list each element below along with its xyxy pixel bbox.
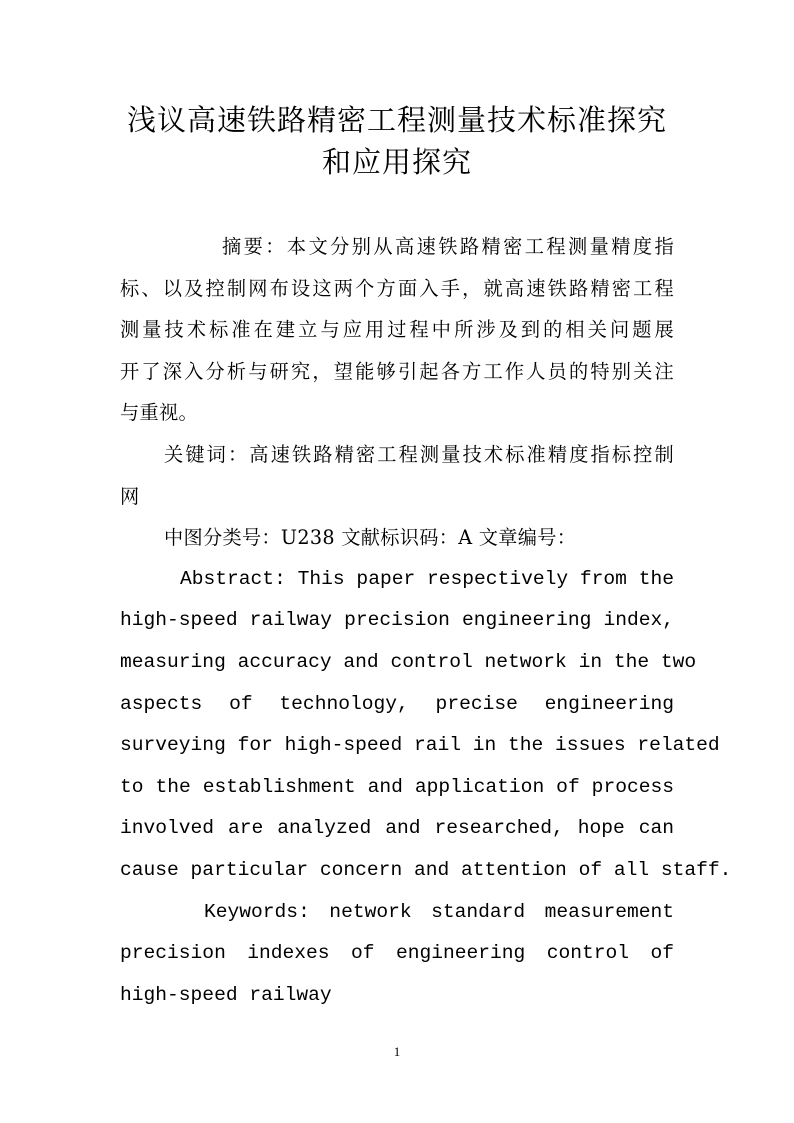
page-number: 1 <box>393 1044 401 1059</box>
abstract-cn-line: 测量技术标准在建立与应用过程中所涉及到的相关问题展 <box>120 318 674 342</box>
abstract-en-line: aspects of technology, precise engineering <box>120 692 674 715</box>
keywords-en-line: high-speed railway <box>120 983 332 1006</box>
abstract-cn-line: 开了深入分析与研究，望能够引起各方工作人员的特别关注 <box>120 359 674 383</box>
keywords-cn-line: 网 <box>120 484 140 508</box>
document-body <box>120 226 732 1016</box>
keywords-en-line: precision indexes of engineering control of <box>120 942 674 965</box>
document-title-line-2: 和应用探究 <box>321 145 472 179</box>
keywords-en-line: Keywords: network standard measurement <box>204 900 674 923</box>
document-title-line-1: 浅议高速铁路精密工程测量技术标准探究 <box>126 103 667 137</box>
abstract-en-line: high-speed railway precision engineering index, <box>120 609 674 632</box>
keywords-cn-line: 关键词：高速铁路精密工程测量技术标准精度指标控制 <box>164 442 674 466</box>
classification-line: 中图分类号：U238 文献标识码：A 文章编号： <box>164 526 577 550</box>
abstract-en-line: cause particular concern and attention of all staff. <box>120 858 732 881</box>
abstract-cn-line: 标、以及控制网布设这两个方面入手，就高速铁路精密工程 <box>120 276 674 300</box>
abstract-en-line: surveying for high-speed rail in the issues related <box>120 734 720 757</box>
abstract-cn-line: 摘要：本文分别从高速铁路精密工程测量精度指 <box>222 235 674 258</box>
abstract-cn-line: 与重视。 <box>120 401 198 425</box>
abstract-en-line: involved are analyzed and researched, hope can <box>120 817 674 840</box>
abstract-en-line: measuring accuracy and control network in the two <box>120 650 697 673</box>
abstract-en-line: to the establishment and application of process <box>120 775 674 798</box>
abstract-en-line: Abstract: This paper respectively from the <box>180 567 674 590</box>
